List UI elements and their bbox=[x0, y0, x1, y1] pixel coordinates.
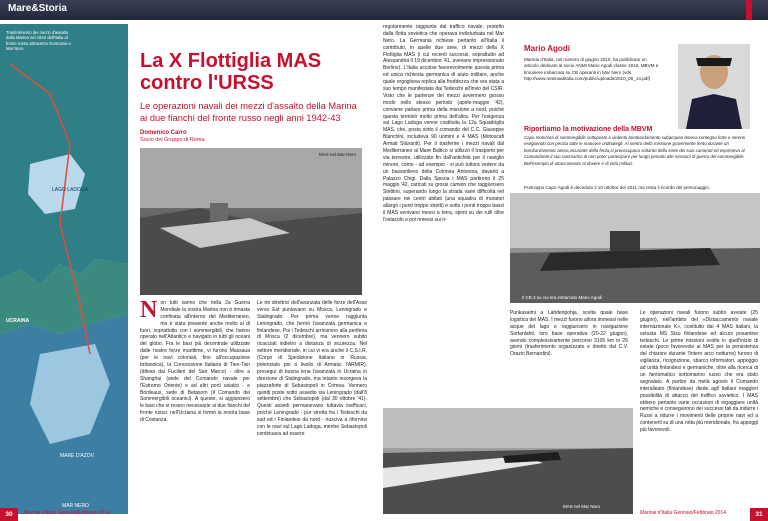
right-footer-text: Marinai d'Italia Gennaio/Febbraio 2014 bbox=[640, 510, 727, 516]
motivation-title: Riportiamo la motivazione della MBVM bbox=[524, 126, 653, 133]
header-accent-stripe bbox=[746, 0, 752, 20]
article-column-1 bbox=[140, 300, 250, 505]
mas-photo-image bbox=[140, 148, 362, 295]
article-column-2 bbox=[257, 300, 367, 505]
left-footer-text: Marinai d'Italia Gennaio/Febbraio 2014 bbox=[24, 510, 111, 516]
mas-wake-photo-image bbox=[383, 408, 633, 514]
article-author: Domenico Carro bbox=[140, 130, 187, 136]
map-ucraina-label: UCRAINA bbox=[6, 318, 30, 324]
column-3-text: regolarmente raggiunta dal traffico navale, protetto dalla flotta sovietica che operava indisturbata nel Mar Nero. La Germania richiese pertanto all'Italia il contributo, in quelle due aree, di mezzi della X Flottiglia MAS (i cui recenti successi, soprattutto ad Alessandria il 19 dicembre '41, avevano impressionato Berlino). L'Italia accolse favorevolmente questa prima ed unica richiesta germanica di aiuto militare, anche quale orgogliosa replica alla freddezza che era stata a suo tempo manifestata dai Tedeschi all'invio del CSIR. Visto che le partenze dei mezzi avvennero grosso modo nello stesso periodo (aprile-maggio '42), conviene parlare prima della missione a nord, poiché questa terminò molto prima dell'altra. Per l'esigenza sul Lago Ladoga venne costituita la 12a Squadriglia MAS, che, posta sotto il comando del C.C. Giuseppe Bianchini, includeva 90 uomini e 4 MAS (Motoscafi Armati Siluranti). Per il trasferire i mezzi navali dal Mediterraneo al Mare Baltico si utilizzò il trasporto per via terrestre, utilizzato fin dall'antichità per il naviglio minore, come - ad esempio - si può tuttora vedere da un bassorilievo della Colonna Antonina, davanti a Palazzo Chigi. Dalla Spezia i MAS partirono il 25 maggio '42, caricati su grossi camion che raggiunsero Stettino, superando lungo la strada varie difficoltà nel passare nei centri abitati (una squadra di muratori allargò i punti troppo stretti) e sotto i ponti troppo bassi il MAS venivano messi a terra, spinti su dei rulli oltre l'ostacolo e poi rimessi sui ri- bbox=[383, 24, 504, 223]
motivation-text: Capo motorista di sommergibile sottoposto a violento bombardamento subacqueo teneva contegno forte e sereno eseguendo con perizia tutte le manovre ordinategli. Al rientro della missione gravemente ferito durante un bombardamento aereo,incurante della ferita,si preoccupava soltanto della sorte dei suoi camerati ed esprimeva al Comandante il suo rammarico di non poter partecipare per lungo periodo alle missioni di guerra del sommergibile. Bell'esempio di attaccamento al dovere e di virtù militari. bbox=[524, 135, 746, 166]
map-black-sea-label: MAR NERO bbox=[62, 503, 89, 509]
article-column-3 bbox=[383, 24, 504, 400]
drop-cap: N bbox=[140, 300, 158, 323]
cb3-photo bbox=[510, 193, 760, 303]
agodi-sidebar bbox=[524, 44, 750, 129]
photo1-caption: MAS nel Mar Nero bbox=[318, 152, 356, 157]
map-graphic bbox=[0, 24, 128, 514]
section-title: Mare&Storia bbox=[8, 3, 67, 14]
column-2-text: Le tre direttrici dell'avanzata delle forze dell'Asse verso Est puntavano su Mosca, Leningrado e Stalingrado. Per prima venne raggiunta Leningrado, che fermò l'avanzata germanica e finlandese. Poi i Tedeschi arrivarono alla periferia di Mosca (2 dicembre), ma vennero subito ricacciati indietro a distanza di sicurezza. Nel settore meridionale, in cui vi era anche il C.S.I.R. (Corpo di Spedizione Italiano in Russia, potenziato poi a livello di Armata: l'ARMIR), proseguì di buona lena l'avanzata in Ucraina in direzione di Stalingrado, ma intanto insorgeva la piazzaforte di Sebastopoli in Crimea. Vennero quindi poste sotto assedio sia Leningrado (dall'8 settembre) che Sebastopoli (dal 30 ottobre '41). Questi assedi permanevano tuttavia inefficaci, poiché Leningrado - pur stretta fra i Tedeschi da sud ed i Finlandesi da nord - riusciva a rifornirsi con le navi sul Lago Ladoga, mentre Sebastopoli continuava ad essere bbox=[257, 300, 367, 437]
cb3-photo-image bbox=[510, 193, 760, 303]
agodi-portrait bbox=[678, 44, 750, 129]
mas-wake-photo bbox=[383, 408, 633, 514]
agodi-title: Mario Agodi bbox=[524, 44, 570, 53]
right-page-number: 31 bbox=[750, 508, 768, 521]
column-1-text: on tutti sanno che nella 2a Guerra Mondiale la nostra Marina non è rimasta confinata all'interno del Mediterraneo, ma è stata presente anche molto al di fuori, soprattutto con i sommergibili, che hanno operato nell'Atlantico e navigato in tutti gli oceani del globo. Fra le basi più decentrate utilizzate dalle nostre forze marittime, vi furono Massaua (per le navi coloniali, fino all'occupazione britannica), la Concessione Italiana di Tien-Tsin (difesa dai Fucilieri del San Marco) - oltre a Shanghai (sede del Comando navale per l'Estremo Oriente) e ad altri porti asiatici - e Bordeaux, sede di Betasom (il Comando dei Sommergibili oceanici). A queste, si aggiunsero le basi che si resero necessarie ai due fianchi del fronte russo: nell'Ucraina si formò la nostra base di Costanza. bbox=[140, 300, 250, 424]
photo3-caption: MAS nel Mar Nero bbox=[563, 504, 601, 509]
section-header bbox=[0, 0, 768, 20]
column-5-text: Le operazioni navali furono subito avviate (25 giugno), nell'ambito del «Distaccamento navale internazionale K», costituito dai 4 MAS italiani, la vetusta MS Sisu finlandese ed alcuni posamine tedeschi. Le prime missioni svolte in quell'inizio di estate (poco favorevole ai MAS per la persistenza del chiarore durante l'intero arco notturno) furono di vigilanza, ricognizione, sbarco informatori, appoggio ad unità finlandesi e germaniche, oltre alla ricerca di un fantomatico sottomarino russo che era stato segnalato. A partire da metà agosto il Comando interalleato (finlandese) diede agli Italiani maggiori possibilità di attacco del traffico sovietico. I MAS ebbero pertanto varie occasioni di ingaggiare unità nemiche e conseguirono dei successi tali da indurre i Russi a ridurre i movimenti delle proprie navi ed a contenerli su di una rotta più meridionale, fra appoggi più favorevoli. bbox=[640, 310, 758, 434]
article-title: La X Flottiglia MAS contro l'URSS bbox=[140, 50, 322, 94]
agodi-portrait-image bbox=[678, 44, 750, 129]
left-page-number: 30 bbox=[0, 508, 18, 521]
motivation-footnote: Purtroppo Capo Agodi è deceduto il 10 ottobre del 2011 ma resta il ricordo del personaggio. bbox=[524, 185, 711, 190]
article-subtitle: Le operazioni navali dei mezzi d'assalto della Marina ai due fianchi del fronte russo negli anni 1942-43 bbox=[140, 101, 357, 124]
route-map bbox=[0, 24, 128, 514]
mas-photo bbox=[140, 148, 362, 295]
column-4-text: Punkasalmi a Lahdenpohja, scelta quale base logistica dei MAS. I mezzi furono allora immessi nelle acque del lago e raggiunsero in navigazione Sortanlahti, loro base operativa (20-22 giugno), avendo complessivamente percorso 3105 km in 26 giorni (trasferimento organizzato e diretto dal C.V. Orazio Bernardini). bbox=[510, 310, 628, 358]
map-legend: Trasferimento dei mezzi d'assalto dalla Marina nel 1942 dall'Italia al fronte russo attraverso Germania e Mar Nero bbox=[6, 30, 71, 51]
agodi-text: Marinai d'Italia, nel numero di giugno 2010, ha pubblicato un articolo dedicato al socio ANMI Mario Agodi classe 1916, MBVM e timoniere imbarcato su CB operanti in Mar Nero (vds http://www.marinaiditalia.com/public/uploads/2010_06_14.pdf) bbox=[524, 57, 659, 82]
map-sea-label: MARE D'AZOV bbox=[60, 453, 95, 459]
map-lake-label: LAGO LADOGA bbox=[52, 187, 89, 193]
article-column-5 bbox=[640, 310, 758, 506]
article-column-4 bbox=[510, 310, 628, 405]
author-role: Socio del Gruppo di Roma bbox=[140, 137, 205, 143]
photo2-caption: Il CB 3 su cui era imbarcato Mario Agodi bbox=[522, 295, 603, 300]
